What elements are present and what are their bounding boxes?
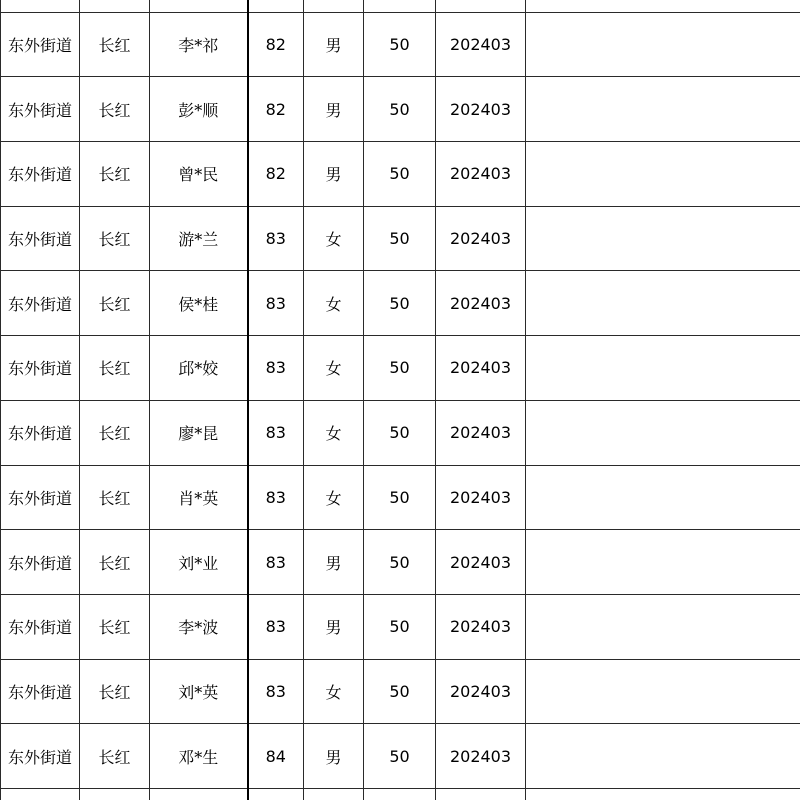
cell-community[interactable]: 长红 — [80, 271, 150, 336]
cell-community[interactable] — [80, 788, 150, 800]
cell-amount[interactable]: 50 — [364, 271, 436, 336]
cell-remark[interactable] — [526, 0, 800, 12]
cell-gender[interactable] — [304, 788, 364, 800]
cell-remark[interactable] — [526, 12, 800, 77]
cell-amount[interactable]: 50 — [364, 724, 436, 789]
cell-age[interactable]: 82 — [248, 12, 304, 77]
cell-month[interactable]: 202403 — [436, 271, 526, 336]
cell-amount[interactable] — [364, 788, 436, 800]
cell-name[interactable]: 李*波 — [150, 594, 248, 659]
cell-age[interactable]: 83 — [248, 336, 304, 401]
cell-month[interactable]: 202403 — [436, 206, 526, 271]
cell-remark[interactable] — [526, 530, 800, 595]
table-row — [1, 142, 800, 207]
cell-month[interactable]: 202403 — [436, 336, 526, 401]
cell-district[interactable]: 东外街道 — [1, 336, 80, 401]
cell-name[interactable]: 侯*桂 — [150, 271, 248, 336]
cell-age[interactable] — [248, 0, 304, 12]
cell-name[interactable]: 游*兰 — [150, 206, 248, 271]
cell-amount[interactable]: 50 — [364, 77, 436, 142]
cell-gender[interactable]: 女 — [304, 336, 364, 401]
cell-remark[interactable] — [526, 465, 800, 530]
cell-gender[interactable]: 男 — [304, 594, 364, 659]
cell-age[interactable]: 83 — [248, 271, 304, 336]
cell-month[interactable]: 202403 — [436, 400, 526, 465]
cell-community[interactable]: 长红 — [80, 659, 150, 724]
cell-remark[interactable] — [526, 77, 800, 142]
cell-month[interactable]: 202403 — [436, 724, 526, 789]
cell-amount[interactable] — [364, 0, 436, 12]
table-row — [1, 659, 800, 724]
cell-age[interactable]: 83 — [248, 530, 304, 595]
cell-district[interactable]: 东外街道 — [1, 206, 80, 271]
table-row — [1, 336, 800, 401]
cell-age[interactable]: 83 — [248, 594, 304, 659]
cell-amount[interactable]: 50 — [364, 142, 436, 207]
cell-remark[interactable] — [526, 659, 800, 724]
cell-gender[interactable]: 女 — [304, 206, 364, 271]
cell-amount[interactable]: 50 — [364, 594, 436, 659]
cell-month[interactable]: 202403 — [436, 530, 526, 595]
cell-community[interactable]: 长红 — [80, 465, 150, 530]
cell-gender[interactable]: 男 — [304, 142, 364, 207]
cell-name[interactable]: 邓*生 — [150, 724, 248, 789]
cell-amount[interactable]: 50 — [364, 530, 436, 595]
cell-community[interactable]: 长红 — [80, 77, 150, 142]
cell-district[interactable]: 东外街道 — [1, 724, 80, 789]
cell-community[interactable]: 长红 — [80, 206, 150, 271]
cell-amount[interactable]: 50 — [364, 400, 436, 465]
cell-gender[interactable]: 男 — [304, 724, 364, 789]
cell-month[interactable]: 202403 — [436, 142, 526, 207]
cell-age[interactable]: 82 — [248, 77, 304, 142]
cell-amount[interactable]: 50 — [364, 659, 436, 724]
cell-remark[interactable] — [526, 724, 800, 789]
cell-remark[interactable] — [526, 142, 800, 207]
cell-age[interactable]: 83 — [248, 400, 304, 465]
cell-amount[interactable]: 50 — [364, 336, 436, 401]
cell-age[interactable]: 83 — [248, 206, 304, 271]
cell-gender[interactable]: 女 — [304, 659, 364, 724]
cell-community[interactable]: 长红 — [80, 142, 150, 207]
cell-district[interactable] — [1, 0, 80, 12]
cell-name[interactable]: 肖*英 — [150, 465, 248, 530]
cell-district[interactable]: 东外街道 — [1, 594, 80, 659]
cell-district[interactable]: 东外街道 — [1, 271, 80, 336]
table-row — [1, 788, 800, 800]
table-row — [1, 206, 800, 271]
cell-community[interactable]: 长红 — [80, 400, 150, 465]
cell-district[interactable] — [1, 788, 80, 800]
table-body — [1, 0, 800, 800]
table-row — [1, 724, 800, 789]
cell-remark[interactable] — [526, 271, 800, 336]
cell-community[interactable]: 长红 — [80, 336, 150, 401]
cell-month[interactable]: 202403 — [436, 594, 526, 659]
cell-month[interactable] — [436, 788, 526, 800]
table-row — [1, 400, 800, 465]
cell-community[interactable]: 长红 — [80, 530, 150, 595]
cell-age[interactable]: 82 — [248, 142, 304, 207]
table-row — [1, 594, 800, 659]
table-row — [1, 0, 800, 12]
cell-amount[interactable]: 50 — [364, 465, 436, 530]
cell-gender[interactable]: 女 — [304, 271, 364, 336]
cell-age[interactable] — [248, 788, 304, 800]
cell-name[interactable]: 刘*业 — [150, 530, 248, 595]
cell-name[interactable] — [150, 0, 248, 12]
cell-gender[interactable]: 男 — [304, 530, 364, 595]
cell-age[interactable]: 84 — [248, 724, 304, 789]
cell-gender[interactable]: 女 — [304, 465, 364, 530]
cell-community[interactable] — [80, 0, 150, 12]
cell-month[interactable]: 202403 — [436, 465, 526, 530]
table-row — [1, 77, 800, 142]
cell-name[interactable]: 邱*姣 — [150, 336, 248, 401]
cell-community[interactable]: 长红 — [80, 724, 150, 789]
cell-community[interactable]: 长红 — [80, 12, 150, 77]
cell-district[interactable]: 东外街道 — [1, 465, 80, 530]
cell-age[interactable]: 83 — [248, 659, 304, 724]
cell-gender[interactable] — [304, 0, 364, 12]
cell-name[interactable]: 曾*民 — [150, 142, 248, 207]
cell-name[interactable] — [150, 788, 248, 800]
cell-district[interactable]: 东外街道 — [1, 77, 80, 142]
cell-name[interactable]: 李*祁 — [150, 12, 248, 77]
cell-gender[interactable]: 女 — [304, 400, 364, 465]
cell-amount[interactable]: 50 — [364, 12, 436, 77]
cell-name[interactable]: 廖*昆 — [150, 400, 248, 465]
cell-name[interactable]: 刘*英 — [150, 659, 248, 724]
cell-gender[interactable]: 男 — [304, 12, 364, 77]
table-row — [1, 12, 800, 77]
cell-community[interactable]: 长红 — [80, 594, 150, 659]
cell-district[interactable]: 东外街道 — [1, 659, 80, 724]
cell-gender[interactable]: 男 — [304, 77, 364, 142]
cell-age[interactable]: 83 — [248, 465, 304, 530]
cell-remark[interactable] — [526, 788, 800, 800]
cell-remark[interactable] — [526, 400, 800, 465]
table-row — [1, 465, 800, 530]
table-row — [1, 271, 800, 336]
cell-remark[interactable] — [526, 594, 800, 659]
cell-month[interactable] — [436, 0, 526, 12]
cell-district[interactable]: 东外街道 — [1, 142, 80, 207]
cell-district[interactable]: 东外街道 — [1, 400, 80, 465]
cell-month[interactable]: 202403 — [436, 77, 526, 142]
cell-remark[interactable] — [526, 336, 800, 401]
cell-amount[interactable]: 50 — [364, 206, 436, 271]
cell-month[interactable]: 202403 — [436, 659, 526, 724]
table-row — [1, 530, 800, 595]
cell-remark[interactable] — [526, 206, 800, 271]
cell-name[interactable]: 彭*顺 — [150, 77, 248, 142]
cell-district[interactable]: 东外街道 — [1, 12, 80, 77]
cell-month[interactable]: 202403 — [436, 12, 526, 77]
cell-district[interactable]: 东外街道 — [1, 530, 80, 595]
